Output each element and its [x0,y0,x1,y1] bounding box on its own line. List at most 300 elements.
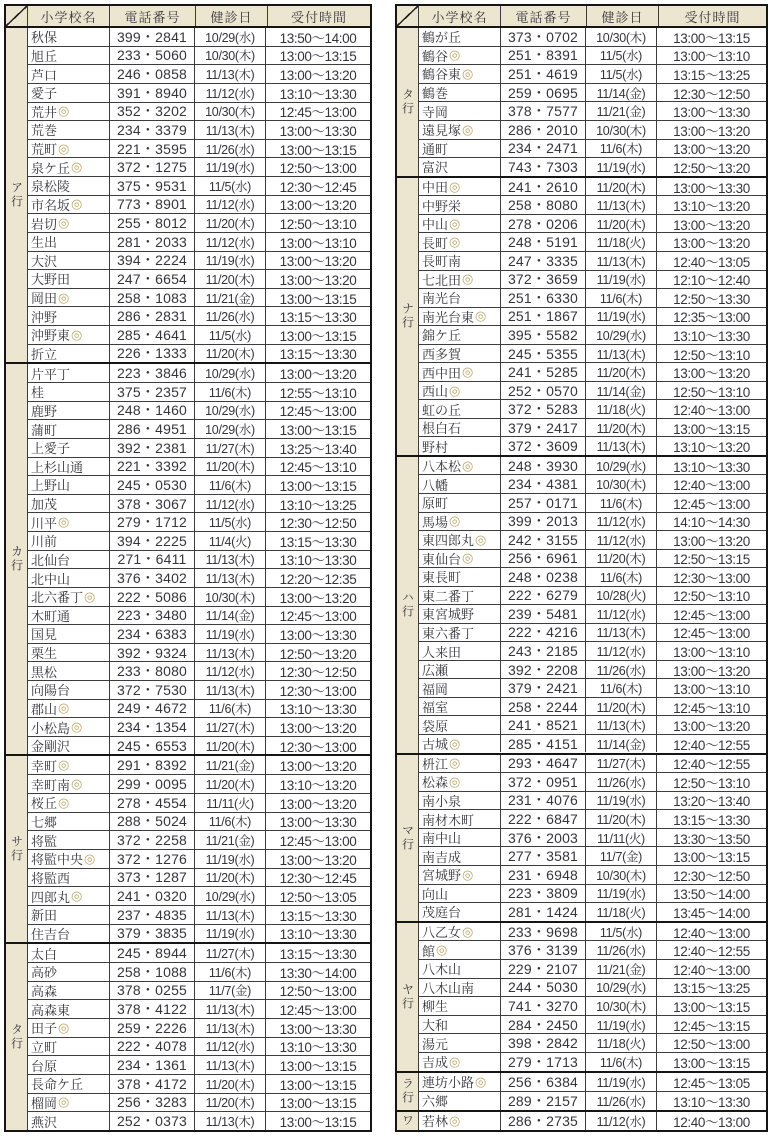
table-row [419,381,766,400]
reception-time-cell: 13:00～13:20 [656,531,766,549]
phone-cell: 279・1712 [109,513,194,531]
school-name: 枡江 [422,756,449,772]
school-name: 東長町 [422,570,462,586]
double-circle-mark: ◎ [58,215,70,231]
table-row [419,530,766,549]
table-row [28,195,370,214]
school-name-cell [28,233,109,251]
phone-cell: 245・0530 [109,476,194,494]
school-name-cell [419,1053,500,1071]
school-name: 荒井 [31,104,58,120]
table-row [419,474,766,493]
school-name-cell [419,196,500,214]
reception-time-cell: 13:00～13:20 [656,363,766,381]
double-circle-mark: ◎ [462,866,474,882]
checkup-date-cell: 11/5(水) [585,47,656,65]
double-circle-mark: ◎ [58,794,70,810]
phone-cell: 246・0858 [109,65,194,83]
phone-cell: 221・3595 [109,140,194,158]
checkup-date-cell: 11/5(水) [585,65,656,83]
checkup-date-cell: 11/27(木) [585,755,656,773]
school-name-cell [419,178,500,196]
phone-cell: 291・8392 [109,756,194,774]
phone-cell: 372・0951 [500,773,585,791]
checkup-date-cell: 10/30(木) [194,588,265,606]
checkup-date-cell: 11/20(木) [194,458,265,476]
table-row [28,1055,370,1074]
school-name-cell [28,345,109,363]
double-circle-mark: ◎ [449,1112,461,1128]
row-group-label-cell [397,457,419,753]
table-row [419,846,766,865]
reception-time-cell: 13:50～14:00 [265,28,370,46]
table-row [419,214,766,233]
reception-time-cell: 13:15～13:30 [265,944,370,962]
table-row [419,512,766,531]
reception-time-cell: 13:00～13:10 [656,642,766,660]
school-name: 黒松 [31,664,58,680]
table-row [28,587,370,606]
school-name-cell [419,923,500,941]
checkup-date-cell: 11/6(木) [585,289,656,307]
table-row [28,849,370,868]
table-row [28,699,370,718]
school-name-cell [419,326,500,344]
phone-cell: 231・6948 [500,866,585,884]
school-name-cell [28,644,109,662]
table-row [28,176,370,195]
school-name: 片平丁 [31,366,71,382]
school-name: 高森東 [31,1002,71,1018]
school-name-cell [419,437,500,455]
school-name: 岡田 [31,291,58,307]
reception-time-cell: 13:00～13:30 [265,121,370,139]
school-name-cell [28,289,109,307]
school-name-cell [28,103,109,121]
table-row [28,981,370,1000]
reception-time-cell: 12:40～13:05 [656,252,766,270]
phone-cell: 373・1287 [109,869,194,887]
school-name-cell [28,813,109,831]
school-name-cell [419,960,500,978]
checkup-date-cell: 11/13(木) [194,569,265,587]
phone-cell: 372・1275 [109,158,194,176]
phone-cell: 278・4554 [109,794,194,812]
row-group-rows [419,1112,766,1130]
school-name: 八本松 [422,459,462,475]
checkup-date-cell: 11/19(水) [585,158,656,176]
checkup-date-cell: 11/20(木) [585,215,656,233]
reception-time-cell: 13:00～13:15 [265,1075,370,1093]
reception-time-cell: 13:00～13:15 [265,476,370,494]
table-row [419,307,766,326]
reception-time-cell: 12:45～13:00 [656,494,766,512]
checkup-date-cell: 11/20(木) [194,775,265,793]
reception-time-cell: 13:30～14:00 [265,963,370,981]
checkup-date-cell: 11/12(水) [585,642,656,660]
checkup-date-cell: 11/20(木) [194,270,265,288]
table-row [28,325,370,344]
table-row [28,306,370,325]
school-name: 芦口 [31,67,58,83]
table-row [419,288,766,307]
reception-time-cell: 12:50～13:00 [265,158,370,176]
phone-cell: 221・3392 [109,458,194,476]
double-circle-mark: ◎ [462,364,474,380]
checkup-date-cell: 11/14(金) [585,735,656,753]
corner-diagonal-cell [6,6,28,26]
table-row [419,884,766,903]
table-row [28,157,370,176]
row-group [6,362,370,754]
school-name-cell [28,177,109,195]
school-name: 生出 [31,235,58,251]
phone-cell: 222・5086 [109,588,194,606]
school-name: 秋保 [31,30,58,46]
column-header-phone: 電話番号 [500,6,586,26]
row-group [6,754,370,942]
table-row [28,457,370,476]
school-name-cell [419,475,500,493]
double-circle-mark: ◎ [449,513,461,529]
reception-time-cell: 13:00～13:15 [656,419,766,437]
checkup-date-cell: 11/12(水) [585,605,656,623]
school-name-cell [419,121,500,139]
school-name: 鹿野 [31,403,58,419]
phone-cell: 234・2471 [500,140,585,158]
table-row [28,905,370,924]
checkup-date-cell: 11/12(水) [585,531,656,549]
school-name-cell [419,400,500,418]
reception-time-cell: 12:40～13:00 [656,960,766,978]
phone-cell: 255・8012 [109,214,194,232]
table-row [28,886,370,905]
school-name-cell [419,716,500,734]
checkup-date-cell: 10/29(水) [194,364,265,382]
school-name: 栗生 [31,646,58,662]
checkup-date-cell: 11/21(金) [585,102,656,120]
table-row [419,549,766,568]
reception-time-cell: 13:00～13:15 [265,1094,370,1112]
table-row [419,399,766,418]
school-name: 七郷 [31,814,58,830]
reception-time-cell: 13:00～13:20 [656,140,766,158]
phone-cell: 226・1333 [109,345,194,363]
phone-cell: 252・0373 [109,1112,194,1130]
checkup-date-cell: 11/12(水) [194,84,265,102]
table-row [28,269,370,288]
double-circle-mark: ◎ [71,888,83,904]
table-row [28,736,370,755]
school-name-cell [28,925,109,943]
double-circle-mark: ◎ [71,775,83,791]
school-name: 長町南 [422,254,462,270]
reception-time-cell: 12:50～13:20 [656,158,766,176]
reception-time-cell: 13:10～13:30 [656,326,766,344]
reception-time-cell: 13:00～13:20 [265,794,370,812]
school-name: 錦ケ丘 [422,328,462,344]
reception-time-cell: 12:50～13:30 [656,289,766,307]
school-name-cell [28,140,109,158]
phone-cell: 247・6654 [109,270,194,288]
table-row [419,865,766,884]
phone-cell: 241・0320 [109,887,194,905]
phone-cell: 376・3139 [500,941,585,959]
school-name-cell [28,850,109,868]
checkup-date-cell: 11/19(水) [585,885,656,903]
school-name: 住吉台 [31,926,71,942]
table-row [419,940,766,959]
school-name: 南中山 [422,831,462,847]
reception-time-cell: 13:00～13:15 [656,847,766,865]
school-name: 北仙台 [31,552,71,568]
double-circle-mark: ◎ [449,755,461,771]
table-row [419,567,766,586]
phone-cell: 372・1276 [109,850,194,868]
table-row [419,64,766,83]
checkup-date-cell: 10/30(木) [585,866,656,884]
school-name-cell [28,439,109,457]
school-name: 野村 [422,439,449,455]
checkup-date-cell: 11/20(木) [194,1094,265,1112]
school-name: 富沢 [422,160,449,176]
school-name: 泉ケ丘 [31,160,71,176]
checkup-date-cell: 11/13(木) [585,345,656,363]
phone-cell: 233・8080 [109,662,194,680]
school-name: 福岡 [422,681,449,697]
phone-cell: 251・1867 [500,308,585,326]
phone-cell: 378・0255 [109,982,194,1000]
row-group [397,1110,766,1130]
school-name-cell [28,476,109,494]
school-name-cell [419,679,500,697]
table-row [28,962,370,981]
school-name-cell [419,28,500,46]
table-row [419,251,766,270]
school-name-cell [28,121,109,139]
checkup-date-cell: 11/5(水) [194,513,265,531]
table-row [28,1074,370,1093]
table-row [419,996,766,1015]
column-header-reception-time: 受付時間 [267,6,370,26]
checkup-date-cell: 11/13(木) [194,1056,265,1074]
table-row [419,828,766,847]
phone-cell: 289・2157 [500,1092,585,1110]
table-row [28,28,370,46]
double-circle-mark: ◎ [475,531,487,547]
reception-time-cell: 13:00～13:20 [265,252,370,270]
row-group-label: ヤ行 [400,982,415,1011]
checkup-date-cell: 11/19(水) [194,850,265,868]
phone-cell: 399・2841 [109,28,194,46]
phone-cell: 245・6553 [109,737,194,755]
reception-time-cell: 13:00～13:10 [656,47,766,65]
table-header [6,6,370,28]
table-row [28,213,370,232]
row-group-label: ア行 [9,181,24,210]
school-name: 遠見塚 [422,123,462,139]
school-name-cell [419,345,500,363]
row-group-label-cell [6,364,28,754]
school-name-cell [419,1092,500,1110]
phone-cell: 256・6384 [500,1073,585,1091]
school-name: 鶴谷東 [422,67,462,83]
school-name: 川前 [31,534,58,550]
school-name: 向陽台 [31,683,71,699]
double-circle-mark: ◎ [58,140,70,156]
school-name: 将監 [31,833,58,849]
checkup-date-cell: 11/27(木) [194,944,265,962]
phone-cell: 379・2421 [500,679,585,697]
reception-time-cell: 13:15～13:30 [265,345,370,363]
school-name: 鶴が丘 [422,30,462,46]
table-row [419,715,766,734]
table-row [419,1015,766,1034]
school-name: 向山 [422,886,449,902]
school-name-cell [28,196,109,214]
row-group-label: マ行 [400,823,415,852]
reception-time-cell: 13:10～13:30 [265,700,370,718]
reception-time-cell: 13:00～13:15 [656,997,766,1015]
school-name-cell [419,1073,500,1091]
reception-time-cell: 12:45～13:00 [265,831,370,849]
school-name: 郡山 [31,701,58,717]
checkup-date-cell: 11/5(水) [194,326,265,344]
school-name-cell [419,810,500,828]
checkup-date-cell: 11/5(水) [194,177,265,195]
school-name: 荒町 [31,142,58,158]
school-name-cell [419,513,500,531]
school-name: 大野田 [31,272,71,288]
school-name-cell [28,65,109,83]
phone-cell: 248・1460 [109,402,194,420]
double-circle-mark: ◎ [436,942,448,958]
phone-cell: 233・5060 [109,47,194,65]
reception-time-cell: 12:40～12:55 [656,735,766,753]
table-row [28,120,370,139]
phone-cell: 392・2208 [500,661,585,679]
school-name: 木町通 [31,608,71,624]
phone-cell: 372・7530 [109,681,194,699]
phone-cell: 231・4076 [500,792,585,810]
table-row [28,438,370,457]
school-name-cell [419,829,500,847]
phone-cell: 373・0702 [500,28,585,46]
row-group-label-cell [397,755,419,921]
table-row [28,531,370,550]
checkup-date-cell: 10/29(水) [585,326,656,344]
row-group [397,1071,766,1110]
reception-time-cell: 12:50～13:20 [265,644,370,662]
phone-cell: 256・3283 [109,1094,194,1112]
row-group-label-cell [6,944,28,1130]
table-row [419,195,766,214]
phone-cell: 293・4647 [500,755,585,773]
row-group-label-cell [397,1073,419,1110]
school-name-cell [419,158,500,176]
checkup-date-cell: 11/21(金) [194,756,265,774]
table-row [419,697,766,716]
checkup-date-cell: 11/19(水) [585,792,656,810]
checkup-date-cell: 10/29(水) [194,887,265,905]
phone-cell: 234・1354 [109,718,194,736]
checkup-date-cell: 11/14(金) [194,607,265,625]
reception-time-cell: 12:20～12:35 [265,569,370,587]
row-group-rows [419,1073,766,1110]
school-name-cell [28,532,109,550]
school-name-cell [419,289,500,307]
school-name: 鶴谷 [422,48,449,64]
school-name: 寺岡 [422,104,449,120]
phone-cell: 258・8080 [500,196,585,214]
checkup-date-cell: 11/26(水) [194,307,265,325]
checkup-date-cell: 11/26(水) [585,941,656,959]
checkup-date-cell: 11/19(水) [194,925,265,943]
school-name-cell [419,47,500,65]
row-group-label: ナ行 [400,302,415,331]
school-name: 泉松陵 [31,179,71,195]
school-name-cell [419,382,500,400]
row-group [397,176,766,455]
school-name: 鶴巻 [422,86,449,102]
reception-time-cell: 12:45～13:00 [265,402,370,420]
table-row [419,791,766,810]
school-name: 南光台東 [422,309,475,325]
checkup-date-cell: 11/18(火) [585,903,656,921]
reception-time-cell: 13:00～13:15 [265,140,370,158]
table-row [419,604,766,623]
school-name: 高森 [31,983,58,999]
school-name: 蒲町 [31,422,58,438]
checkup-date-cell: 11/13(木) [585,437,656,455]
checkup-date-cell: 11/19(水) [194,252,265,270]
reception-time-cell: 13:00～13:20 [656,661,766,679]
reception-time-cell: 13:00～13:30 [265,813,370,831]
school-name: 館 [422,943,436,959]
reception-time-cell: 13:15～13:30 [265,532,370,550]
checkup-date-cell: 11/12(水) [194,1038,265,1056]
double-circle-mark: ◎ [449,773,461,789]
phone-cell: 378・4172 [109,1075,194,1093]
school-name-cell [419,140,500,158]
phone-cell: 245・5355 [500,345,585,363]
reception-time-cell: 13:10～13:30 [265,84,370,102]
reception-time-cell: 13:00～13:20 [265,270,370,288]
double-circle-mark: ◎ [58,103,70,119]
phone-cell: 256・6961 [500,550,585,568]
school-name: 福室 [422,700,449,716]
school-name: 中山 [422,217,449,233]
school-name: 北六番丁 [31,590,84,606]
checkup-date-cell: 11/6(木) [585,140,656,158]
phone-cell: 372・2258 [109,831,194,849]
table-row [28,793,370,812]
row-group-label-cell [6,28,28,362]
double-circle-mark: ◎ [462,923,474,939]
school-name-cell [28,513,109,531]
table-row [28,251,370,270]
school-name: 宮城野 [422,868,462,884]
table-row [28,1111,370,1130]
phone-cell: 392・9324 [109,644,194,662]
reception-time-cell: 13:00～13:20 [656,716,766,734]
school-name: 桂 [31,385,45,401]
phone-cell: 234・4381 [500,475,585,493]
school-name-cell [419,624,500,642]
checkup-date-cell: 11/6(木) [194,476,265,494]
row-group-label: ハ行 [400,590,415,619]
table-row [28,924,370,943]
